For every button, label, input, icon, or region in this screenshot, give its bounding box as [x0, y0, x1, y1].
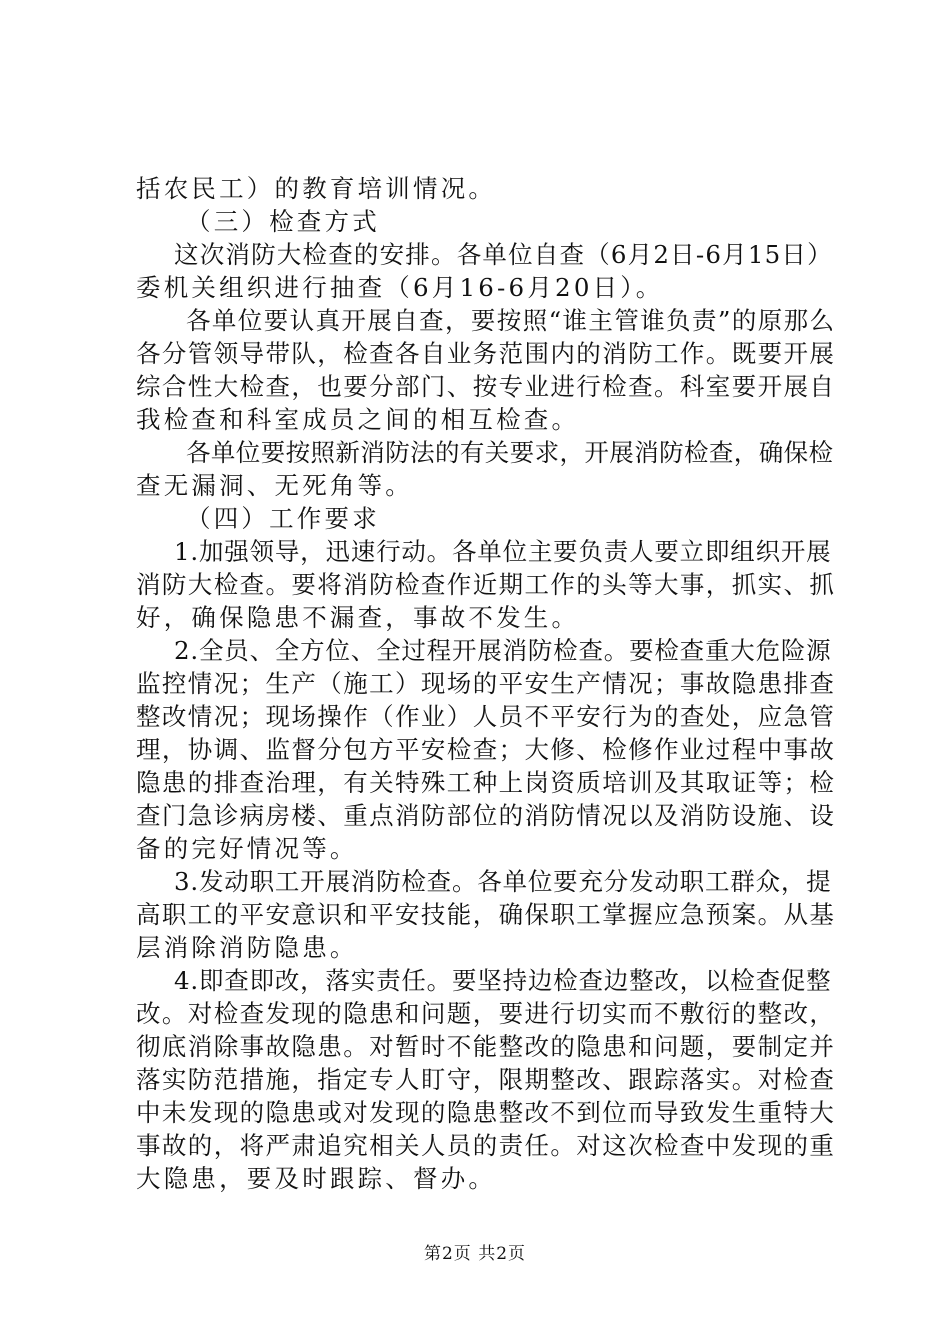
text-line: 整改情况；现场操作（作业）人员不平安行为的查处，应急管 — [136, 702, 836, 731]
text-line: 备的完好情况等。 — [136, 834, 358, 863]
text-line: 我检查和科室成员之间的相互检查。 — [136, 405, 580, 434]
text-line: 委机关组织进行抽查（6月16-6月20日）。 — [136, 273, 664, 302]
list-item-start: 1.加强领导，迅速行动。各单位主要负责人要立即组织开展 — [174, 537, 832, 566]
paragraph-start: 各单位要按照新消防法的有关要求，开展消防检查，确保检 — [186, 438, 834, 467]
text-line: 落实防范措施，指定专人盯守，限期整改、跟踪落实。对检查 — [136, 1065, 836, 1094]
text-line: 改。对检查发现的隐患和问题，要进行切实而不敷衍的整改， — [136, 999, 836, 1028]
paragraph-start: 各单位要认真开展自查，要按照“谁主管谁负责”的原那么 — [186, 306, 836, 335]
text-line: 事故的，将严肃追究相关人员的责任。对这次检查中发现的重 — [136, 1131, 836, 1160]
text-line: 消防大检查。要将消防检查作近期工作的头等大事，抓实、抓 — [136, 570, 836, 599]
text-line: 高职工的平安意识和平安技能，确保职工掌握应急预案。从基 — [136, 900, 836, 929]
list-item-start: 4.即查即改，落实责任。要坚持边检查边整改，以检查促整 — [174, 966, 832, 995]
text-line: 综合性大检查，也要分部门、按专业进行检查。科室要开展自 — [136, 372, 836, 401]
section-heading: （四）工作要求 — [186, 504, 380, 533]
text-line: 各分管领导带队，检查各自业务范围内的消防工作。既要开展 — [136, 339, 836, 368]
text-line: 彻底消除事故隐患。对暂时不能整改的隐患和问题，要制定并 — [136, 1032, 836, 1061]
text-line: 中未发现的隐患或对发现的隐患整改不到位而导致发生重特大 — [136, 1098, 836, 1127]
text-line: 查无漏洞、无死角等。 — [136, 471, 413, 500]
paragraph-start: 这次消防大检查的安排。各单位自查（6月2日-6月15日） — [174, 240, 833, 269]
text-line: 好，确保隐患不漏查，事故不发生。 — [136, 603, 580, 632]
text-line: 层消除消防隐患。 — [136, 933, 358, 962]
page-footer: 第2页 共2页 — [423, 1244, 527, 1264]
list-item-start: 3.发动职工开展消防检查。各单位要充分发动职工群众，提 — [174, 867, 832, 896]
list-item-start: 2.全员、全方位、全过程开展消防检查。要检查重大危险源 — [174, 636, 832, 665]
document-body — [136, 172, 836, 1195]
text-line: 查门急诊病房楼、重点消防部位的消防情况以及消防设施、设 — [136, 801, 836, 830]
text-line: 监控情况；生产（施工）现场的平安生产情况；事故隐患排查 — [136, 669, 836, 698]
text-line: 理，协调、监督分包方平安检查；大修、检修作业过程中事故 — [136, 735, 836, 764]
text-line: 隐患的排查治理，有关特殊工种上岗资质培训及其取证等；检 — [136, 768, 836, 797]
text-line: 括农民工）的教育培训情况。 — [136, 174, 497, 203]
text-line: 大隐患，要及时跟踪、督办。 — [136, 1164, 497, 1193]
section-heading: （三）检查方式 — [186, 207, 380, 236]
